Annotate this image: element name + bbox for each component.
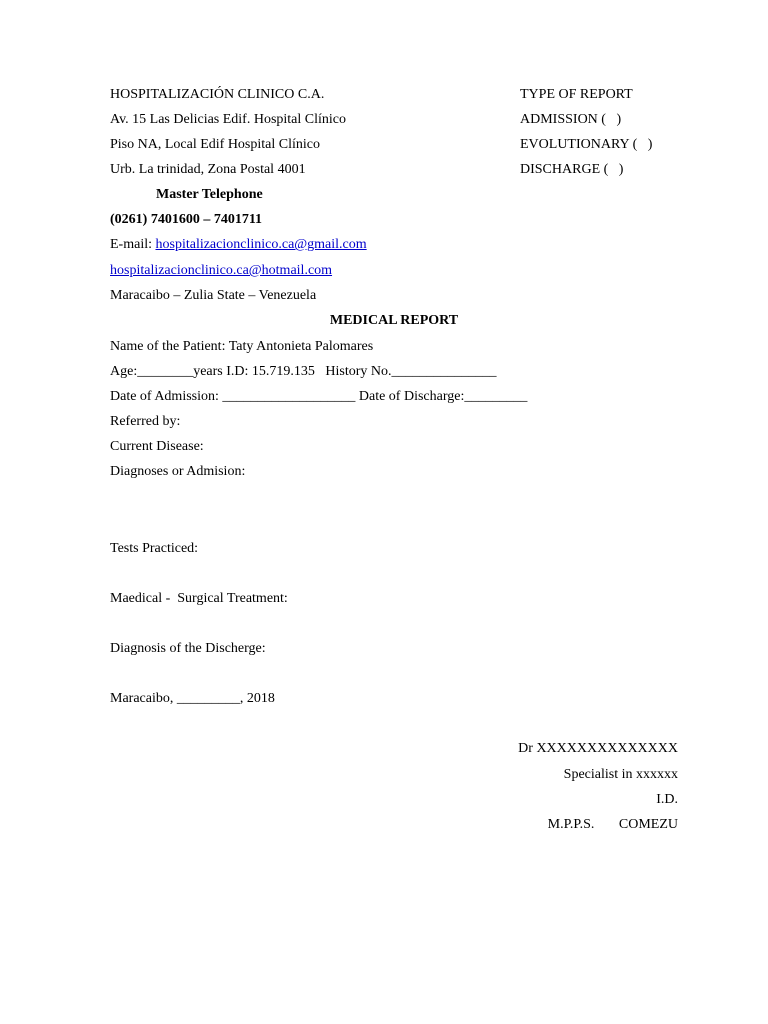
email-line bbox=[110, 236, 367, 254]
doctor-registration: M.P.P.S. COMEZU bbox=[547, 817, 678, 832]
report-type-admission: ADMISSION ( ) bbox=[520, 112, 622, 127]
report-type-evolutionary: EVOLUTIONARY ( ) bbox=[520, 137, 653, 152]
report-type-discharge: DISCHARGE ( ) bbox=[520, 162, 624, 177]
diagnosis-discharge-field: Diagnosis of the Discherge: bbox=[110, 641, 266, 656]
diagnoses-admision-field: Diagnoses or Admision: bbox=[110, 464, 246, 479]
doctor-id: I.D. bbox=[656, 792, 678, 807]
patient-name-field: Name of the Patient: Taty Antonieta Palomares bbox=[110, 339, 374, 354]
report-type-title: TYPE OF REPORT bbox=[520, 87, 633, 102]
email-link-hotmail[interactable]: hospitalizacionclinico.ca@hotmail.com bbox=[110, 263, 333, 278]
address-line-2: Piso NA, Local Edif Hospital Clínico bbox=[110, 137, 320, 152]
admission-discharge-dates-field: Date of Admission: ___________________ Date of Discharge:_________ bbox=[110, 389, 528, 404]
address-line-3: Urb. La trinidad, Zona Postal 4001 bbox=[110, 162, 306, 177]
doctor-specialty: Specialist in xxxxxx bbox=[563, 767, 678, 782]
telephone-numbers: (0261) 7401600 – 7401711 bbox=[110, 212, 263, 227]
referred-by-field: Referred by: bbox=[110, 414, 181, 429]
company-name: HOSPITALIZACIÓN CLINICO C.A. bbox=[110, 87, 325, 102]
email-link-gmail[interactable]: hospitalizacionclinico.ca@gmail.com bbox=[155, 237, 367, 252]
place-date-field: Maracaibo, _________, 2018 bbox=[110, 691, 275, 706]
current-disease-field: Current Disease: bbox=[110, 439, 204, 454]
email-label: E-mail: bbox=[110, 237, 156, 252]
telephone-label: Master Telephone bbox=[156, 187, 263, 202]
location-line: Maracaibo – Zulia State – Venezuela bbox=[110, 288, 317, 303]
address-line-1: Av. 15 Las Delicias Edif. Hospital Clínico bbox=[110, 112, 347, 127]
treatment-field: Maedical - Surgical Treatment: bbox=[110, 591, 288, 606]
doctor-name: Dr XXXXXXXXXXXXXX bbox=[518, 741, 678, 756]
document-title: MEDICAL REPORT bbox=[329, 313, 459, 328]
age-id-history-field: Age:________years I.D: 15.719.135 History No._______________ bbox=[110, 364, 497, 379]
tests-practiced-field: Tests Practiced: bbox=[110, 541, 199, 556]
